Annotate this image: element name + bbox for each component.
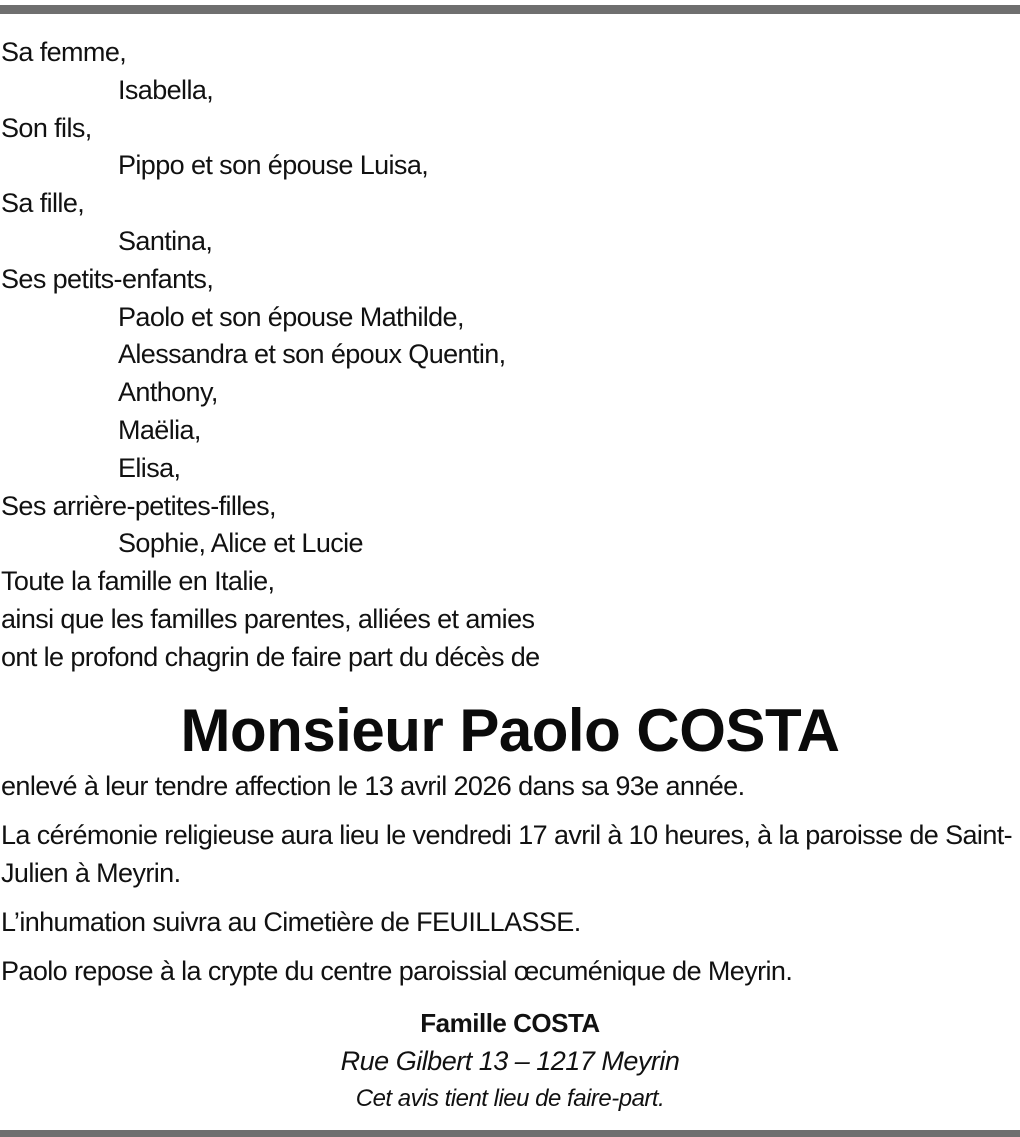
family-line: Sophie, Alice et Lucie (118, 528, 363, 559)
signature-note: Cet avis tient lieu de faire-part. (355, 1085, 665, 1112)
family-line: Elisa, (118, 452, 181, 483)
family-line: Pippo et son épouse Luisa, (118, 150, 429, 181)
family-line: Ses arrière-petites-filles, (1, 490, 276, 521)
family-line: Paolo et son épouse Mathilde, (118, 301, 464, 332)
family-line: Sa fille, (1, 188, 85, 219)
family-line: Son fils, (1, 112, 92, 143)
signature-name: Famille COSTA (420, 1008, 600, 1038)
family-line: Ses petits-enfants, (1, 263, 214, 294)
deceased-name: Monsieur Paolo COSTA (180, 696, 840, 764)
family-line: Santina, (118, 225, 213, 256)
family-line: Toute la famille en Italie, (1, 566, 275, 597)
signature-address: Rue Gilbert 13 – 1217 Meyrin (340, 1046, 680, 1076)
death-notice (1, 34, 1019, 990)
notice-paragraph: Paolo repose à la crypte du centre paroissial œcuménique de Meyrin. (1, 955, 793, 986)
bottom-rule (0, 1130, 1020, 1137)
family-line: ont le profond chagrin de faire part du décès de (1, 641, 540, 672)
notice-paragraph: enlevé à leur tendre affection le 13 avril 2026 dans sa 93e année. (1, 770, 745, 801)
family-line: Anthony, (118, 377, 218, 408)
notice-paragraph: L’inhumation suivra au Cimetière de FEUILLASSE. (1, 906, 581, 937)
top-rule (0, 5, 1020, 14)
family-line: Maëlia, (118, 414, 201, 445)
signature-block (0, 1004, 1020, 1118)
notice-paragraph: La cérémonie religieuse aura lieu le vendredi 17 avril à 10 heures, à la paroisse de Saint-Julien à Meyrin. (1, 819, 1013, 888)
family-line: Alessandra et son époux Quentin, (118, 339, 506, 370)
family-line: Sa femme, (1, 37, 127, 67)
family-line: Isabella, (118, 74, 214, 105)
family-list (1, 34, 1019, 677)
family-line: ainsi que les familles parentes, alliées et amies (1, 603, 535, 634)
